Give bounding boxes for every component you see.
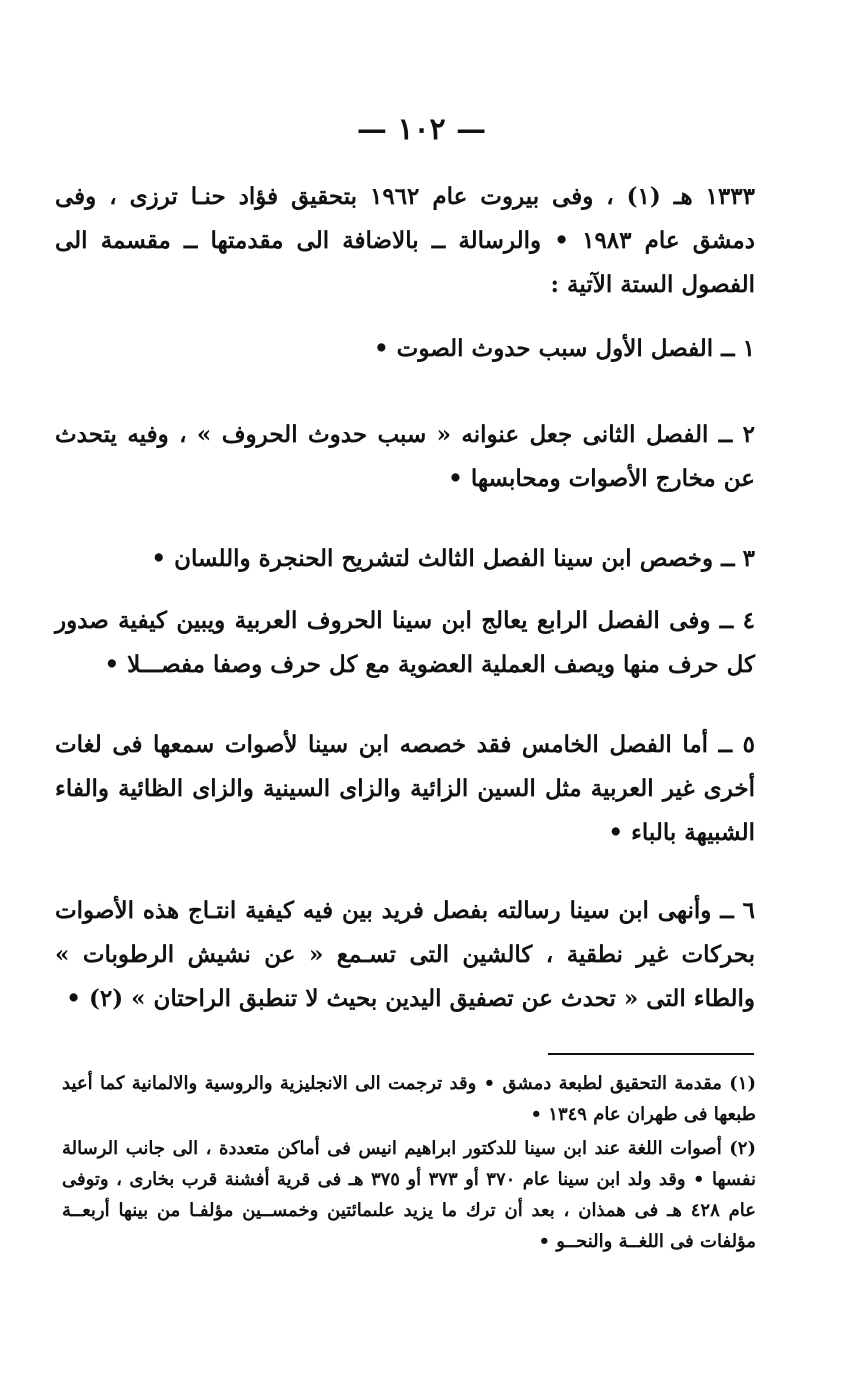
footnote-2: (٢) أصوات اللغة عند ابن سينا للدكتور ابراهيم انيس فى أماكن متعددة ، الى جانب الرسالة نفسها • وقد ولد ابن سينا عام ٣٧٠ أو ٣٧٣ أو ٣٧٥ هـ فى قرية أفشنة قرب بخارى ، وتوفى عام ٤٢٨ هـ فى همذان ، بعد أن ترك ما يزيد علىمائتين وخمســين مؤلفـا من بينها أربعــة مؤلفات فى اللغــة والنحــو • (62, 1138, 756, 1252)
paragraph-chapter-3: ٣ ــ وخصص ابن سينا الفصل الثالث لتشريح الحنجرة واللسان • (151, 545, 755, 572)
paragraph-chapter-5: ٥ ــ أما الفصل الخامس فقد خصصه ابن سينا لأصوات سمعها فى لغات أخرى غير العربية مثل السين الزائية والزاى السينية والزاى الظائية والفاء الشبيهة بالباء • (55, 731, 755, 846)
footnote-1: (١) مقدمة التحقيق لطبعة دمشق • وقد ترجمت الى الانجليزية والروسية والالمانية كما أعيد طبعها فى طهران عام ١٣٤٩ • (62, 1073, 756, 1125)
footnotes (62, 1068, 756, 1260)
paragraph-chapter-2: ٢ ــ الفصل الثانى جعل عنوانه « سبب حدوث الحروف » ، وفيه يتحدث عن مخارج الأصوات ومحابسها • (55, 421, 755, 492)
page-number: — ١٠٢ — (356, 112, 487, 147)
paragraph-chapter-4: ٤ ــ وفى الفصل الرابع يعالج ابن سينا الحروف العربية ويبين كيفية صدور كل حرف منها ويصف العملية العضوية مع كل حرف وصفا مفصـــلا • (55, 607, 755, 678)
body-text (55, 175, 755, 1021)
paragraph-intro: ١٣٣٣ هـ (١) ، وفى بيروت عام ١٩٦٢ بتحقيق فؤاد حنـا ترزى ، وفى دمشق عام ١٩٨٣ • والرسالة ــ بالاضافة الى مقدمتها ــ مقسمة الى الفصول الستة الآتية : (55, 183, 755, 298)
footnote-divider (548, 1053, 754, 1055)
paragraph-chapter-6: ٦ ــ وأنهى ابن سينا رسالته بفصل فريد بين فيه كيفية انتـاج هذه الأصوات بحركات غير نطقية ، كالشين التى تسـمع « عن نشيش الرطوبات » والطاء التى « تحدث عن تصفيق اليدين بحيث لا تنطبق الراحتان » (٢) • (55, 897, 755, 1012)
paragraph-chapter-1: ١ ــ الفصل الأول سبب حدوث الصوت • (373, 335, 755, 362)
